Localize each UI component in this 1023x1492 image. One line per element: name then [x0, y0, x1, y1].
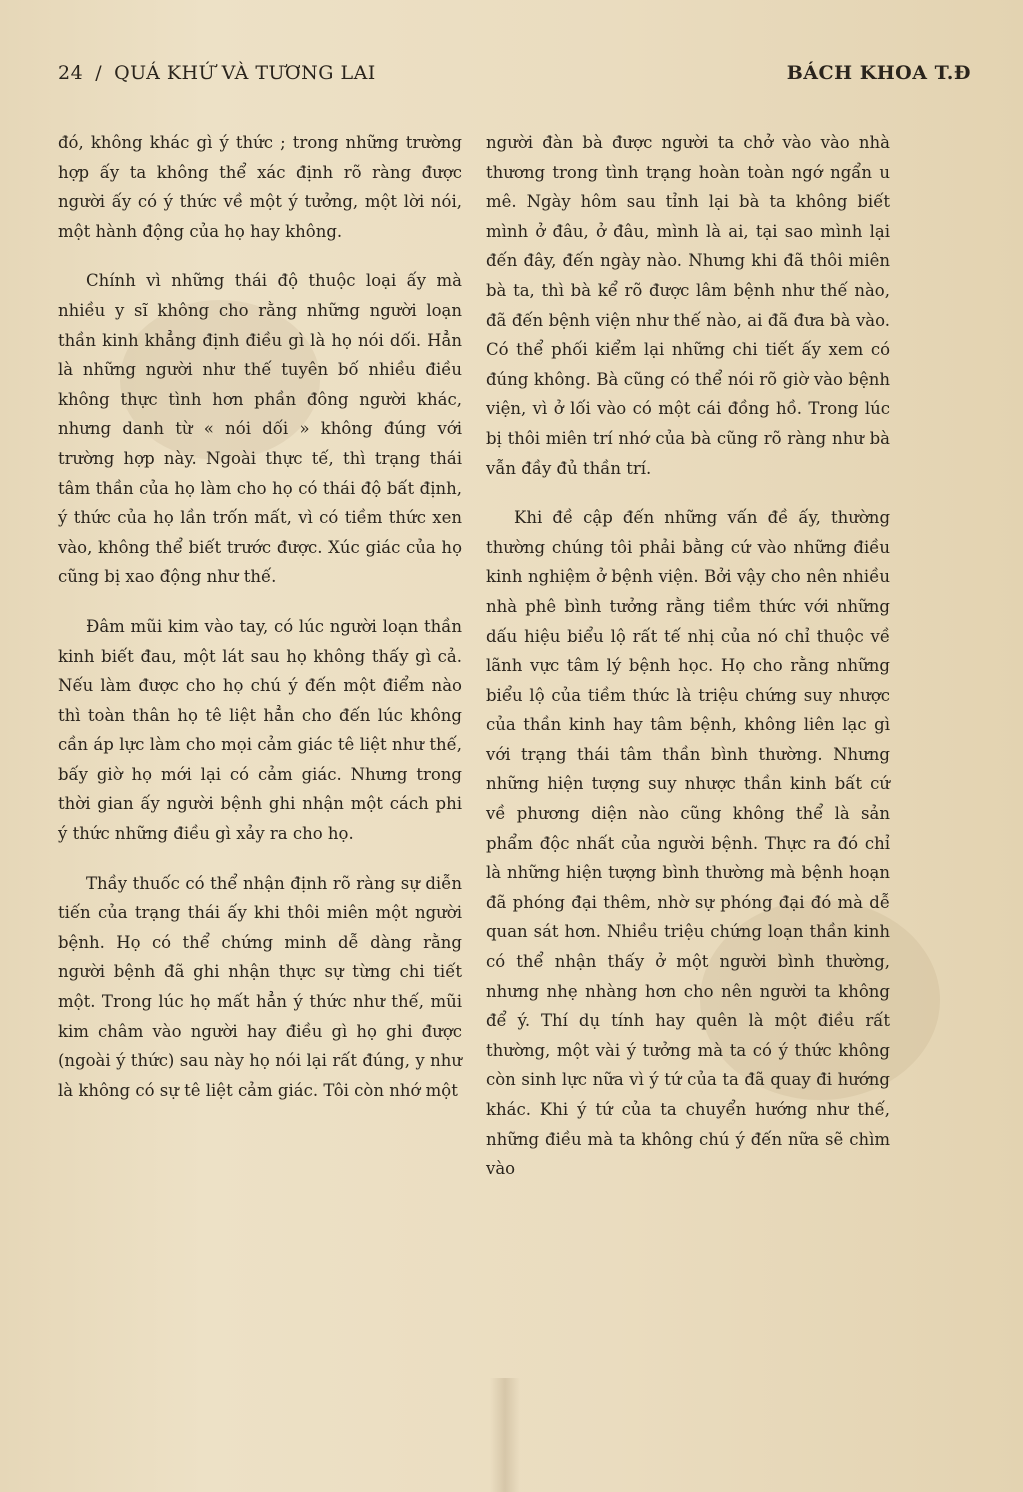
running-header [58, 62, 971, 96]
header-left [58, 62, 376, 84]
paragraph: người đàn bà được người ta chở vào vào nhà thương trong tình trạng hoàn toàn ngớ ngẩn u mê. Ngày hôm sau tỉnh lại bà ta không biết mình ở đâu, ở đâu, mình là ai, tại sao mình lại đến đây, đến ngày nào. Nhưng khi đã thôi miên bà ta, thì bà kể rõ được lâm bệnh như thế nào, đã đến bệnh viện như thế nào, ai đã đưa bà vào. Có thể phối kiểm lại những chi tiết ấy xem có đúng không. Bà cũng có thể nói rõ giờ vào bệnh viện, vì ở lối vào có một cái đồng hồ. Trong lúc bị thôi miên trí nhớ của bà cũng rõ ràng như bà vẫn đầy đủ thần trí. [486, 133, 890, 478]
header-separator: / [95, 62, 103, 84]
section-title: QUÁ KHỨ VÀ TƯƠNG LAI [114, 62, 376, 84]
publication-title: BÁCH KHOA T.Đ [786, 62, 971, 84]
paper-tear [490, 1378, 520, 1492]
left-column [58, 128, 462, 1125]
paragraph: đó, không khác gì ý thức ; trong những trường hợp ấy ta không thể xác định rõ ràng được người ấy có ý thức về một ý tưởng, một lời nói, một hành động của họ hay không. [58, 133, 462, 241]
paragraph: Đâm mũi kim vào tay, có lúc người loạn thần kinh biết đau, một lát sau họ không thấy gì cả. Nếu làm được cho họ chú ý đến một điểm nào thì toàn thân họ tê liệt hẳn cho đến lúc không cần áp lực làm cho mọi cảm giác tê liệt như thế, bấy giờ họ mới lại có cảm giác. Nhưng trong thời gian ấy người bệnh ghi nhận một cách phi ý thức những điều gì xảy ra cho họ. [58, 616, 462, 844]
paragraph: Chính vì những thái độ thuộc loại ấy mà nhiều y sĩ không cho rằng những người loạn thần kinh khẳng định điều gì là họ nói dối. Hẳn là những người như thế tuyên bố nhiều điều không thực tình hơn phần đông người khác, nhưng danh từ « nói dối » không đúng với trường hợp này. Ngoài thực tế, thì trạng thái tâm thần của họ làm cho họ có thái độ bất định, ý thức của họ lần trốn mất, vì có tiềm thức xen vào, không thể biết trước được. Xúc giác của họ cũng bị xao động như thế. [58, 271, 462, 587]
page-number: 24 [58, 62, 84, 84]
paragraph: Khi đề cập đến những vấn đề ấy, thường thường chúng tôi phải bằng cứ vào những điều kinh nghiệm ở bệnh viện. Bởi vậy cho nên nhiều nhà phê bình tưởng rằng tiềm thức với những dấu hiệu biểu lộ rất tế nhị của nó chỉ thuộc về lãnh vực tâm lý bệnh học. Họ cho rằng những biểu lộ của tiềm thức là triệu chứng suy nhược của thần kinh hay tâm bệnh, không liên lạc gì với trạng thái tâm thần bình thường. Nhưng những hiện tượng suy nhược thần kinh bất cứ về phương diện nào cũng không thể là sản phẩm độc nhất của người bệnh. Thực ra đó chỉ là những hiện tượng bình thường mà bệnh hoạn đã phóng đại thêm, nhờ sự phóng đại đó mà dễ quan sát hơn. Nhiều triệu chứng loạn thần kinh có thể nhận thấy ở một người bình thường, nhưng nhẹ nhàng hơn cho nên người ta không để ý. Thí dụ tính hay quên là một điều rất thường, một vài ý tưởng mà ta có ý thức không còn sinh lực nữa vì ý tứ của ta đã quay đi hướng khác. Khi ý tứ của ta chuyển hướng như thế, những điều mà ta không chú ý đến nữa sẽ chìm vào [486, 508, 890, 1179]
right-column [486, 128, 890, 1204]
paragraph: Thầy thuốc có thể nhận định rõ ràng sự diễn tiến của trạng thái ấy khi thôi miên một người bệnh. Họ có thể chứng minh dễ dàng rằng người bệnh đã ghi nhận thực sự từng chi tiết một. Trong lúc họ mất hẳn ý thức như thế, mũi kim châm vào người hay điều gì họ ghi được (ngoài ý thức) sau này họ nói lại rất đúng, y như là không có sự tê liệt cảm giác. Tôi còn nhớ một [58, 873, 462, 1100]
